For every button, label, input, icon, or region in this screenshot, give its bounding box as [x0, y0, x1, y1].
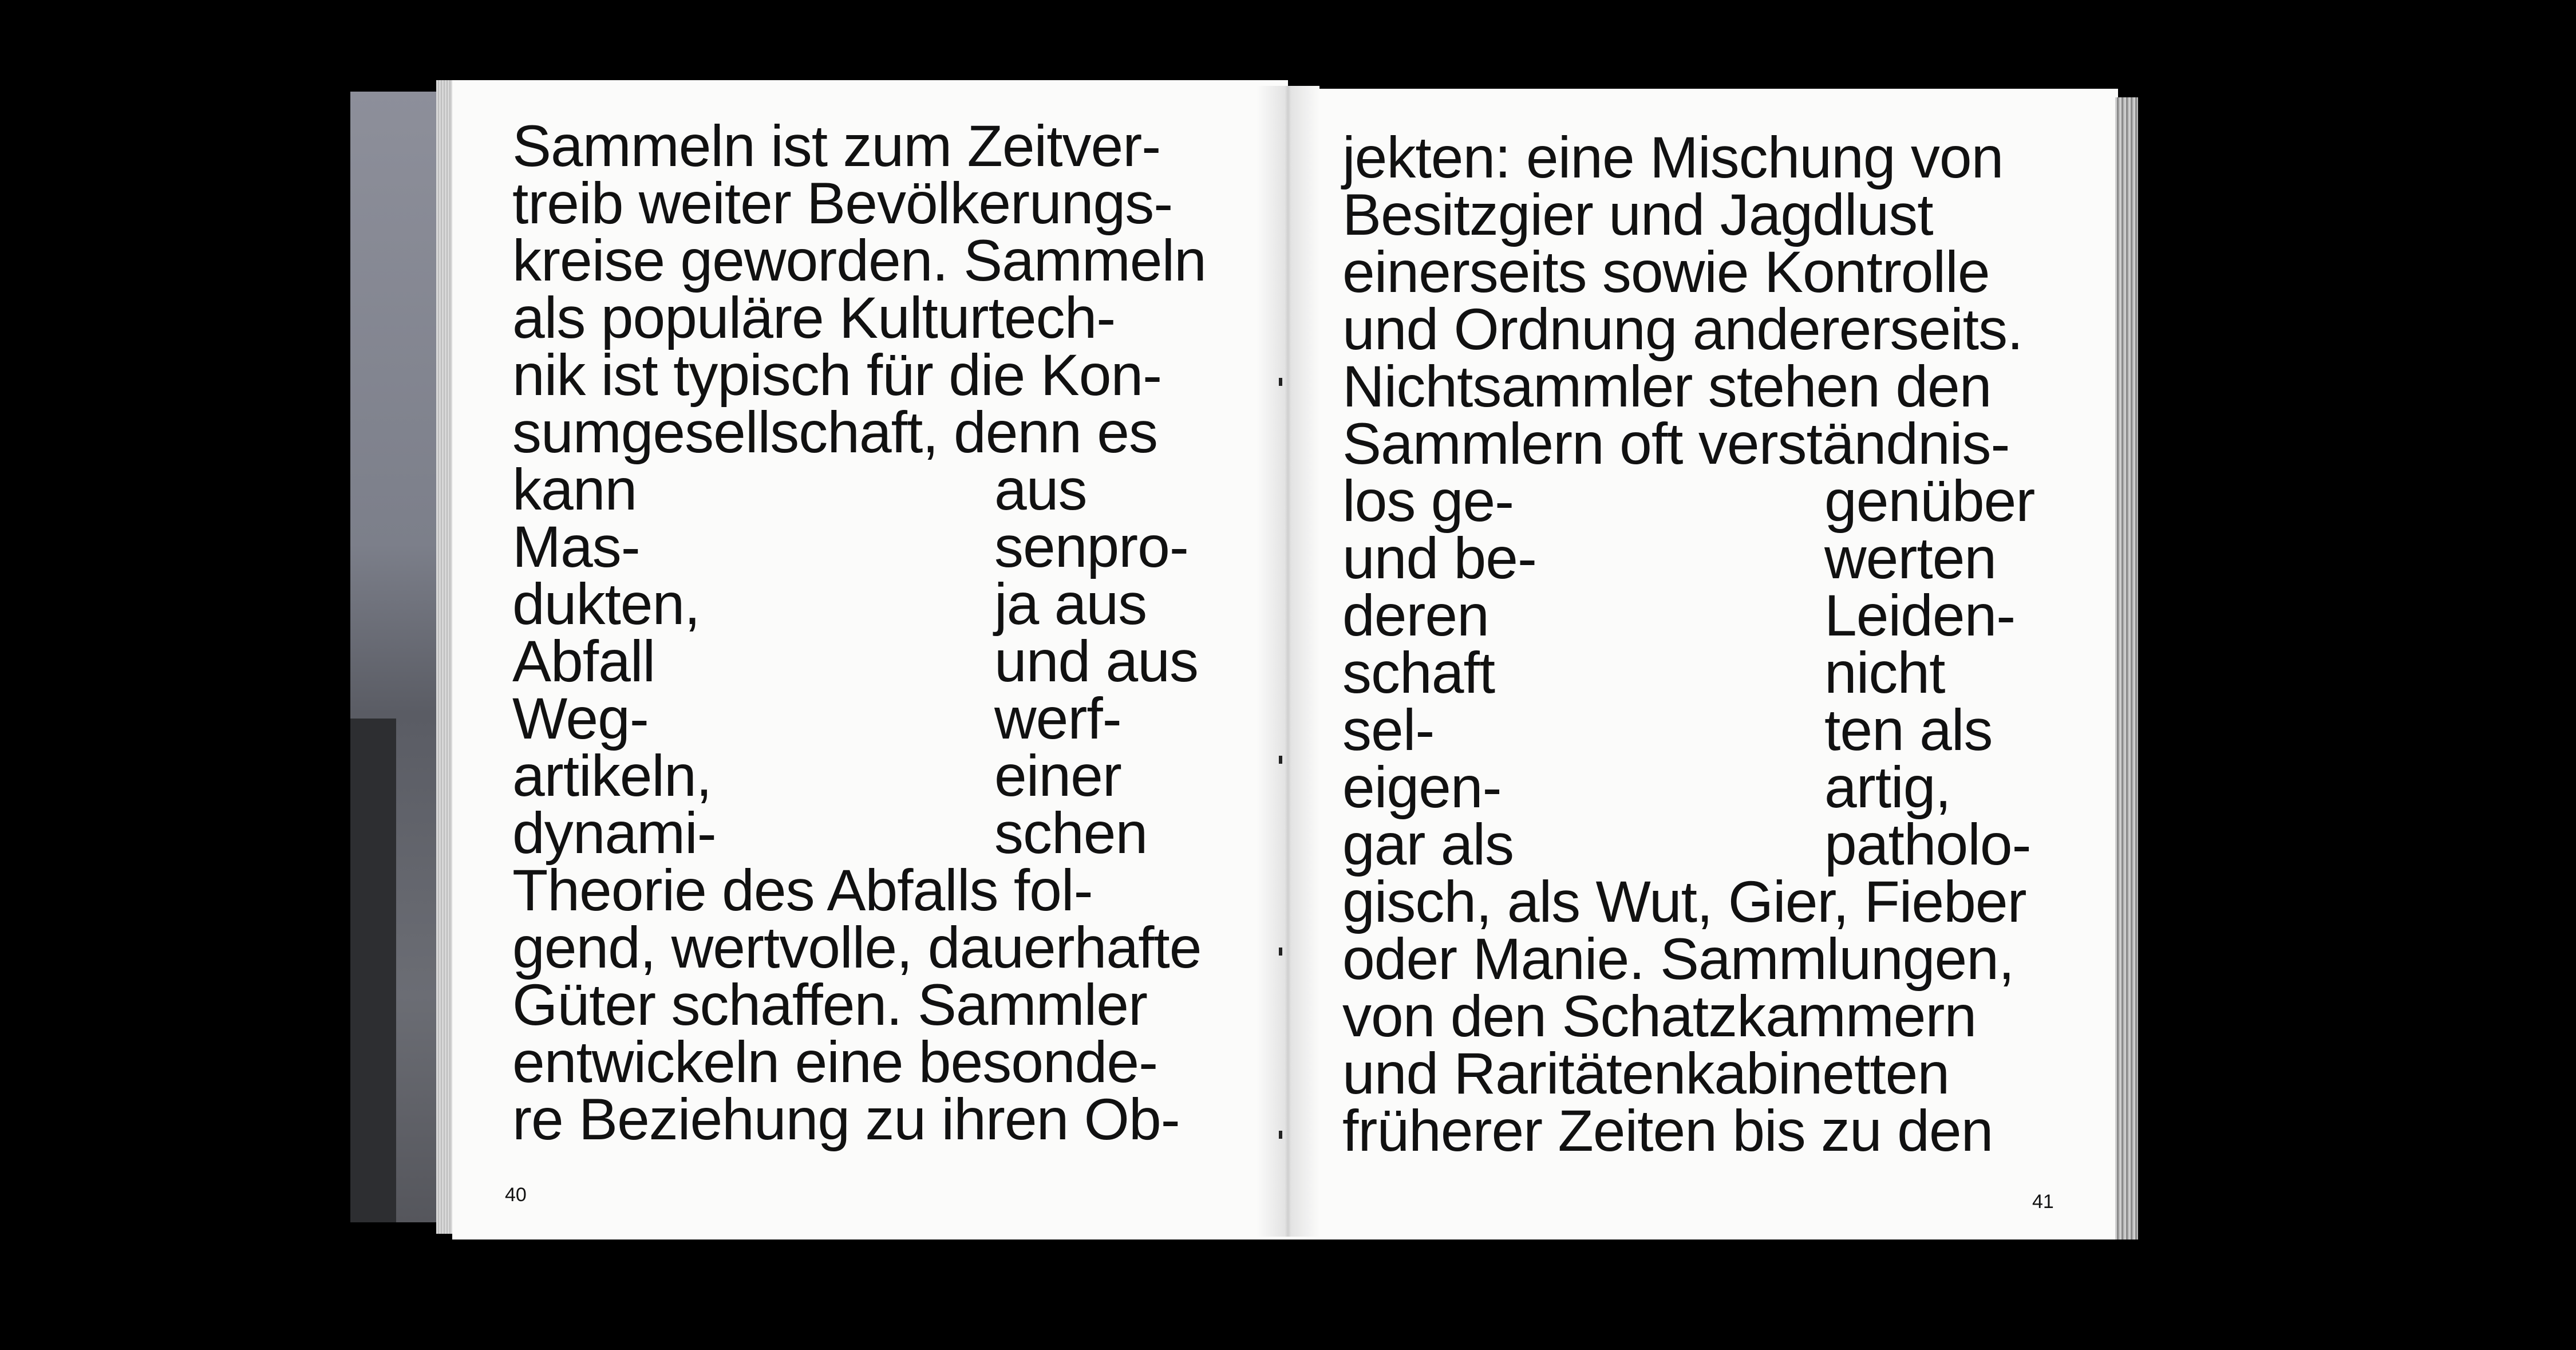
split-right-word: ten als [1824, 697, 1993, 763]
text-line: Sammlern oft verständnis- [1342, 411, 2010, 476]
split-right-word: aus [994, 457, 1087, 522]
split-left-word: eigen- [1342, 755, 1502, 820]
text-line: als populäre Kulturtech- [512, 285, 1116, 350]
split-text-row [1342, 640, 2034, 705]
split-text-row [512, 571, 1206, 637]
text-line: gisch, als Wut, Gier, Fieber [1342, 869, 2026, 934]
split-text-row [512, 629, 1206, 694]
text-line: nik ist typisch für die Kon- [512, 342, 1162, 408]
text-line: und Raritätenkabinetten [1342, 1041, 1950, 1106]
right-page-text [1342, 125, 2035, 1163]
binding-mark [1279, 1131, 1282, 1139]
split-right-word: senpro- [994, 514, 1188, 579]
split-right-word: werf- [994, 686, 1121, 751]
text-line: und Ordnung andererseits. [1342, 297, 2023, 362]
split-left-word: los ge- [1342, 468, 1514, 534]
text-line: sumgesellschaft, denn es [512, 400, 1157, 465]
split-left-word: und be- [1342, 526, 1536, 591]
split-left-word: dynami- [512, 800, 716, 866]
split-right-word: ja aus [994, 571, 1147, 637]
split-left-word: artikeln, [512, 743, 712, 808]
split-left-word: Weg- [512, 686, 649, 751]
page-number-left: 40 [505, 1184, 527, 1206]
split-left-word: schaft [1342, 640, 1495, 705]
split-right-word: nicht [1824, 640, 1945, 705]
text-line: entwickeln eine besonde- [512, 1029, 1158, 1095]
binding-mark [1279, 948, 1282, 956]
text-line: Theorie des Abfalls fol- [512, 858, 1093, 923]
text-line: Güter schaffen. Sammler [512, 972, 1147, 1037]
book-left-edge-shadow [350, 719, 396, 1222]
split-text-row [1342, 812, 2034, 877]
text-line: oder Manie. Sammlungen, [1342, 926, 2014, 992]
split-left-word: kann [512, 457, 637, 522]
split-text-row [512, 743, 1206, 808]
split-right-word: Leiden- [1824, 583, 2016, 648]
split-text-row [1342, 526, 2034, 591]
split-text-row [512, 800, 1206, 866]
split-text-row [1342, 755, 2034, 820]
split-right-word: schen [994, 800, 1148, 866]
text-line: von den Schatzkammern [1342, 984, 1977, 1049]
text-line: kreise geworden. Sammeln [512, 228, 1206, 293]
left-page-stack [436, 80, 452, 1234]
split-left-word: sel- [1342, 697, 1435, 763]
split-text-row [512, 457, 1206, 522]
text-line: re Beziehung zu ihren Ob- [512, 1087, 1180, 1152]
text-line: Besitzgier und Jagdlust [1342, 182, 1933, 247]
text-line: gend, wertvolle, dauerhafte [512, 915, 1202, 980]
binding-mark [1279, 756, 1282, 764]
binding-mark [1279, 378, 1282, 386]
page-number-right: 41 [2032, 1191, 2054, 1213]
split-text-row [1342, 697, 2034, 763]
split-left-word: Mas- [512, 514, 640, 579]
text-line: Nichtsammler stehen den [1342, 354, 1992, 419]
split-right-word: genüber [1824, 468, 2035, 534]
split-right-word: einer [994, 743, 1121, 808]
left-page-text [512, 113, 1206, 1152]
split-right-word: patholo- [1824, 812, 2031, 877]
split-left-word: deren [1342, 583, 1489, 648]
split-left-word: Abfall [512, 629, 655, 694]
book-gutter [1257, 86, 1319, 1237]
text-line: früherer Zeiten bis zu den [1342, 1098, 1993, 1163]
split-text-row [1342, 583, 2034, 648]
split-left-word: dukten, [512, 571, 700, 637]
split-right-word: werten [1824, 526, 1997, 591]
text-line: jekten: eine Mischung von [1342, 125, 2004, 190]
split-right-word: artig, [1824, 755, 1951, 820]
text-line: einerseits sowie Kontrolle [1342, 239, 1990, 305]
split-right-word: und aus [994, 629, 1198, 694]
split-text-row [1342, 468, 2035, 534]
split-text-row [512, 686, 1206, 751]
right-page-stack [2115, 97, 2138, 1240]
split-left-word: gar als [1342, 812, 1514, 877]
split-text-row [512, 514, 1206, 579]
text-line: treib weiter Bevölkerungs- [512, 171, 1173, 236]
text-line: Sammeln ist zum Zeitver- [512, 113, 1161, 179]
